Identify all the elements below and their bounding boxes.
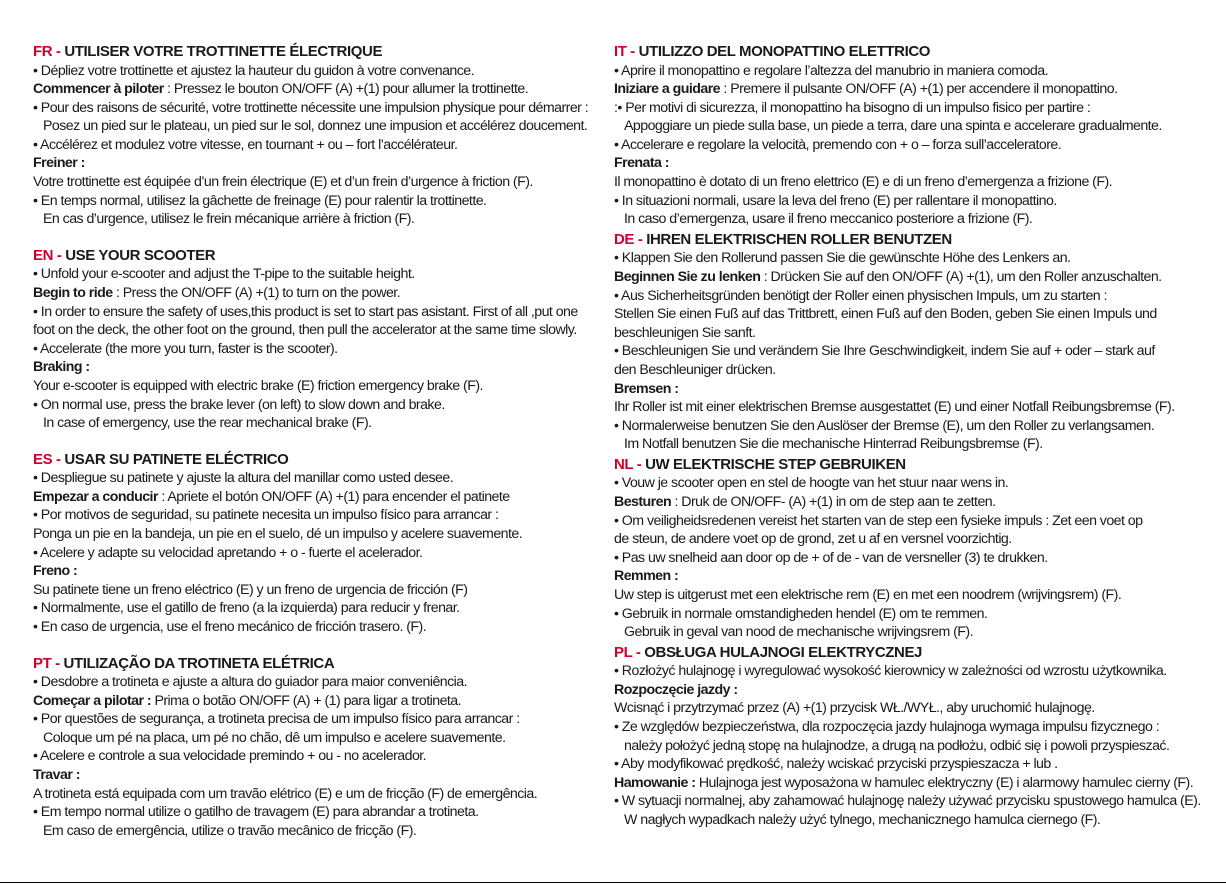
section-pl [614, 643, 1214, 830]
bold-label: Começar a pilotar : [33, 692, 152, 709]
text-line [33, 710, 613, 729]
line-text: • Accelerate (the more you turn, faster is the scooter). [33, 340, 338, 357]
text-line [33, 284, 613, 303]
language-code: NL [614, 455, 633, 473]
text-line [33, 488, 613, 507]
bold-label: Freiner : [33, 155, 85, 172]
text-line [33, 562, 613, 581]
line-text: : Drücken Sie auf den ON/OFF (A) +(1), um den Roller anzuschalten. [760, 268, 1162, 285]
bottom-rule [0, 882, 1226, 883]
line-text: : Pressez le bouton ON/OFF (A) +(1) pour allumer la trottinette. [163, 81, 529, 98]
section-heading: EN - USE YOUR SCOOTER [33, 246, 216, 264]
section-heading: ES - USAR SU PATINETE ELÉCTRICO [33, 450, 289, 468]
text-line [33, 340, 613, 359]
text-line [33, 303, 613, 322]
line-text: • En temps normal, utilisez la gâchette de freinage (E) pour ralentir la trottinette. [33, 192, 487, 209]
text-line [33, 396, 613, 415]
text-line [614, 530, 1214, 549]
line-text: foot on the deck, the other foot on the ground, then pull the accelerator at the same time slowly. [33, 322, 577, 339]
line-text: Coloque um pé na placa, um pé no chão, dê um impulso e acelere suavemente. [43, 729, 506, 746]
text-line [33, 80, 613, 99]
bold-label: Remmen : [614, 568, 679, 585]
line-text: • Despliegue su patinete y ajuste la altura del manillar como usted desee. [33, 470, 454, 487]
text-line [33, 469, 613, 488]
line-text: Uw step is uitgerust met een elektrische rem (E) en met een noodrem (wrijvingsrem) (F). [614, 586, 1122, 603]
text-line [614, 62, 1214, 81]
line-text: • In order to ensure the safety of uses,this product is set to start pas asistant. First of all ,put one [33, 303, 578, 320]
text-line [614, 586, 1214, 605]
text-line [614, 774, 1214, 793]
section-title: UTILIZZO DEL MONOPATTINO ELETTRICO [638, 43, 931, 60]
line-text: W nagłych wypadkach należy użyć tylnego, mechanicznego hamulca ciernego (F). [624, 811, 1101, 828]
bold-label: Besturen [614, 493, 672, 510]
line-text: • Rozłożyć hulajnogę i wyregulować wysokość kierownicy w zależności od wzrostu użytkownika. [614, 663, 1167, 680]
text-line [33, 62, 613, 81]
line-text: • Beschleunigen Sie und verändern Sie Ihre Geschwindigkeit, indem Sie auf + oder – stark auf [614, 343, 1155, 360]
text-line [33, 803, 613, 822]
text-line [33, 544, 613, 563]
text-line [33, 265, 613, 284]
line-text: :• Per motivi di sicurezza, il monopattino ha bisogno di un impulso fisico per partire : [614, 99, 1091, 116]
text-line [614, 380, 1214, 399]
text-line [614, 210, 1214, 229]
section-heading: PL - OBSŁUGA HULAJNOGI ELEKTRYCZNEJ [614, 643, 922, 661]
line-text: • Vouw je scooter open en stel de hoogte van het stuur naar wens in. [614, 475, 1009, 492]
text-line [33, 729, 613, 748]
text-line [614, 398, 1214, 417]
line-text: • Gebruik in normale omstandigheden hendel (E) om te remmen. [614, 605, 988, 622]
line-text: Votre trottinette est équipée d’un frein électrique (E) et d’un frein d’urgence à friction (F). [33, 174, 533, 191]
text-line [33, 414, 613, 433]
text-line [614, 474, 1214, 493]
language-code: PT [33, 654, 52, 672]
text-line [614, 681, 1214, 700]
language-code: DE [614, 230, 635, 248]
line-text: • Accélérez et modulez votre vitesse, en tournant + ou – fort l’accélérateur. [33, 136, 458, 153]
line-text: Ihr Roller ist mit einer elektrischen Bremse ausgestattet (E) und einer Notfall Reibungsbremse (F). [614, 399, 1175, 416]
line-text: • En caso de urgencia, use el freno mecánico de fricción trasero. (F). [33, 618, 427, 635]
line-text: • On normal use, press the brake lever (on left) to slow down and brake. [33, 396, 445, 413]
line-text: • Em tempo normal utilize o gatilho de travagem (E) para abrandar a trotineta. [33, 804, 479, 821]
text-line [614, 792, 1214, 811]
section-it [614, 42, 1214, 229]
text-line [33, 173, 613, 192]
section-heading: FR - UTILISER VOTRE TROTTINETTE ÉLECTRIQUE [33, 43, 383, 60]
line-text: : Press the ON/OFF (A) +(1) to turn on the power. [112, 284, 401, 301]
line-text: • Por questões de segurança, a trotineta precisa de um impulso físico para arrancar : [33, 711, 520, 728]
text-line [614, 549, 1214, 568]
language-code: IT [614, 43, 627, 60]
line-text: • Pas uw snelheid aan door op de + of de - van de versneller (3) te drukken. [614, 549, 1048, 566]
line-text: • Desdobre a trotineta e ajuste a altura do guiador para maior conveniência. [33, 674, 468, 691]
text-line [33, 136, 613, 155]
section-title: UTILIZAÇÃO DA TROTINETA ELÉTRICA [63, 654, 335, 672]
text-line [614, 136, 1214, 155]
line-text: • Normalerweise benutzen Sie den Auslöser der Bremse (E), um den Roller zu verlangsamen. [614, 417, 1155, 434]
text-line [614, 662, 1214, 681]
line-text: Prima o botão ON/OFF (A) + (1) para ligar a trotineta. [151, 692, 462, 709]
text-line [33, 321, 613, 340]
line-text: • Om veiligheidsredenen vereist het starten van de step een fysieke impuls : Zet een voet op [614, 512, 1143, 529]
text-line [33, 766, 613, 785]
line-text: A trotineta está equipada com um travão elétrico (E) e um de fricção (F) de emergência. [33, 785, 538, 802]
text-line [614, 154, 1214, 173]
language-code: ES [33, 450, 53, 468]
text-line [614, 287, 1214, 306]
line-text: Im Notfall benutzen Sie die mechanische Hinterrad Reibungsbremse (F). [624, 436, 1043, 453]
section-heading: IT - UTILIZZO DEL MONOPATTINO ELETTRICO [614, 43, 931, 60]
text-line [614, 623, 1214, 642]
line-text: • Dépliez votre trottinette et ajustez la hauteur du guidon à votre convenance. [33, 62, 475, 79]
text-line [614, 435, 1214, 454]
line-text: należy położyć jedną stopę na hulajnodze, a drugą na podłożu, odbić się i powoli przyspieszać. [624, 737, 1170, 754]
line-text: • Klappen Sie den Rollerund passen Sie die gewünschte Höhe des Lenkers an. [614, 250, 1071, 267]
line-text: In caso d’emergenza, usare il freno meccanico posteriore a frizione (F). [624, 211, 1033, 228]
section-title: UTILISER VOTRE TROTTINETTE ÉLECTRIQUE [64, 43, 383, 60]
text-line [33, 377, 613, 396]
bold-label: Begin to ride [33, 284, 113, 301]
line-text: • W sytuacji normalnej, aby zahamować hulajnogę należy używać przycisku spustowego hamulca (E). [614, 793, 1201, 810]
text-line [33, 822, 613, 841]
bold-label: Travar : [33, 767, 80, 783]
text-line [33, 506, 613, 525]
line-text: Ponga un pie en la bandeja, un pie en el suelo, dé un impulso y acelere suavemente. [33, 525, 523, 542]
line-text: • Normalmente, use el gatillo de freno (a la izquierda) para reducir y frenar. [33, 600, 460, 617]
language-code: EN [33, 246, 54, 264]
line-text: beschleunigen Sie sanft. [614, 324, 756, 341]
bold-label: Braking : [33, 359, 90, 376]
text-line [33, 117, 613, 136]
line-text: • Ze względów bezpieczeństwa, dla rozpoczęcia jazdy hulajnoga wymaga impulsu fizycznego : [614, 719, 1160, 735]
text-line [614, 99, 1214, 118]
text-line [33, 673, 613, 692]
line-text: : Druk de ON/OFF- (A) +(1) in om de step aan te zetten. [671, 493, 996, 510]
text-line [33, 358, 613, 377]
section-heading: DE - IHREN ELEKTRISCHEN ROLLER BENUTZEN [614, 230, 952, 248]
text-line [33, 747, 613, 766]
right-column [614, 42, 1214, 830]
section-heading: NL - UW ELEKTRISCHE STEP GEBRUIKEN [614, 455, 906, 473]
text-line [33, 99, 613, 118]
line-text: Appoggiare un piede sulla base, un piede a terra, dare una spinta e accelerare gradualmente. [624, 118, 1162, 135]
section-title: OBSŁUGA HULAJNOGI ELEKTRYCZNEJ [644, 643, 922, 661]
text-line [614, 173, 1214, 192]
bold-label: Freno : [33, 563, 78, 580]
line-text: • Aus Sicherheitsgründen benötigt der Roller einen physischen Impuls, um zu starten : [614, 287, 1107, 304]
text-line [33, 210, 613, 229]
section-title: USE YOUR SCOOTER [65, 246, 216, 264]
text-line [614, 567, 1214, 586]
line-text: : Premere il pulsante ON/OFF (A) +(1) per accendere il monopattino. [720, 81, 1118, 98]
line-text: Su patinete tiene un freno eléctrico (E) y un freno de urgencia de fricción (F) [33, 581, 468, 598]
text-line [33, 785, 613, 804]
text-line [614, 417, 1214, 436]
text-line [614, 811, 1214, 830]
section-es [33, 450, 613, 637]
text-line [614, 80, 1214, 99]
text-line [33, 581, 613, 600]
text-line [33, 618, 613, 637]
text-line [33, 154, 613, 173]
line-text: Posez un pied sur le plateau, un pied sur le sol, donnez une impusion et accélérez doucement. [43, 118, 588, 135]
text-line [614, 249, 1214, 268]
section-heading: PT - UTILIZAÇÃO DA TROTINETA ELÉTRICA [33, 654, 335, 672]
line-text: • In situazioni normali, usare la leva del freno (E) per rallentare il monopattino. [614, 192, 1057, 209]
left-column [33, 42, 613, 840]
line-text: de steun, de andere voet op de grond, zet u af en versnel voorzichtig. [614, 531, 1012, 548]
text-line [614, 699, 1214, 718]
bold-label: Empezar a conducir [33, 488, 158, 505]
text-line [614, 268, 1214, 287]
section-en [33, 246, 613, 433]
line-text: • Accelerare e regolare la velocità, premendo con + o – forza sull’acceleratore. [614, 136, 1062, 153]
bold-label: Hamowanie : [614, 774, 696, 791]
text-line [614, 361, 1214, 380]
line-text: En cas d’urgence, utilisez le frein mécanique arrière à friction (F). [43, 211, 415, 228]
text-line [614, 718, 1214, 737]
section-nl [614, 455, 1214, 642]
text-line [33, 192, 613, 211]
text-line [614, 605, 1214, 624]
line-text: den Beschleuniger drücken. [614, 361, 776, 378]
bold-label: Bremsen : [614, 380, 679, 397]
line-text: Stellen Sie einen Fuß auf das Trittbrett, einen Fuß auf den Boden, geben Sie einen Impuls und [614, 306, 1157, 323]
text-line [614, 737, 1214, 756]
line-text: In case of emergency, use the rear mechanical brake (F). [43, 415, 372, 432]
text-line [33, 599, 613, 618]
section-de [614, 230, 1214, 454]
line-text: Your e-scooter is equipped with electric brake (E) friction emergency brake (F). [33, 377, 483, 394]
section-title: UW ELEKTRISCHE STEP GEBRUIKEN [645, 455, 906, 473]
section-pt [33, 654, 613, 841]
bold-label: Rozpoczęcie jazdy : [614, 681, 738, 698]
text-line [614, 493, 1214, 512]
bold-label: Frenata : [614, 155, 669, 172]
line-text: • Aprire il monopattino e regolare l’altezza del manubrio in maniera comoda. [614, 62, 1048, 79]
line-text: • Acelere y adapte su velocidad apretando + o - fuerte el acelerador. [33, 544, 423, 561]
line-text: Em caso de emergência, utilize o travão mecânico de fricção (F). [43, 822, 417, 839]
line-text: Il monopattino è dotato di un freno elettrico (E) e di un freno d’emergenza a frizione (F). [614, 174, 1113, 191]
line-text: • Pour des raisons de sécurité, votre trottinette nécessite une impulsion physique pour démarrer : [33, 99, 589, 116]
text-line [614, 324, 1214, 343]
text-line [614, 117, 1214, 136]
line-text: : Apriete el botón ON/OFF (A) +(1) para encender el patinete [157, 488, 510, 505]
text-line [33, 525, 613, 544]
text-line [614, 192, 1214, 211]
section-fr [33, 42, 613, 229]
line-text: • Aby modyfikować prędkość, należy wciskać przyciski przyspieszacza + lub . [614, 756, 1058, 773]
line-text: • Unfold your e-scooter and adjust the T-pipe to the suitable height. [33, 266, 415, 283]
text-line [614, 755, 1214, 774]
language-code: FR [33, 43, 53, 60]
bold-label: Commencer à piloter [33, 81, 164, 98]
text-line [614, 342, 1214, 361]
text-line [33, 692, 613, 711]
text-line [614, 305, 1214, 324]
line-text: Wcisnąć i przytrzymać przez (A) +(1) przycisk WŁ./WYŁ., aby uruchomić hulajnogę. [614, 700, 1095, 717]
section-title: USAR SU PATINETE ELÉCTRICO [64, 450, 289, 468]
line-text: Gebruik in geval van nood de mechanische wrijvingsrem (F). [624, 624, 973, 641]
line-text: • Por motivos de seguridad, su patinete necesita un impulso físico para arrancar : [33, 507, 499, 524]
line-text: • Acelere e controle a sua velocidade premindo + ou - no acelerador. [33, 748, 427, 765]
bold-label: Beginnen Sie zu lenken [614, 268, 761, 285]
text-line [614, 512, 1214, 531]
language-code: PL [614, 643, 633, 661]
bold-label: Iniziare a guidare [614, 81, 721, 98]
line-text: Hulajnoga jest wyposażona w hamulec elektryczny (E) i alarmowy hamulec cierny (F). [695, 774, 1194, 791]
section-title: IHREN ELEKTRISCHEN ROLLER BENUTZEN [646, 230, 952, 248]
